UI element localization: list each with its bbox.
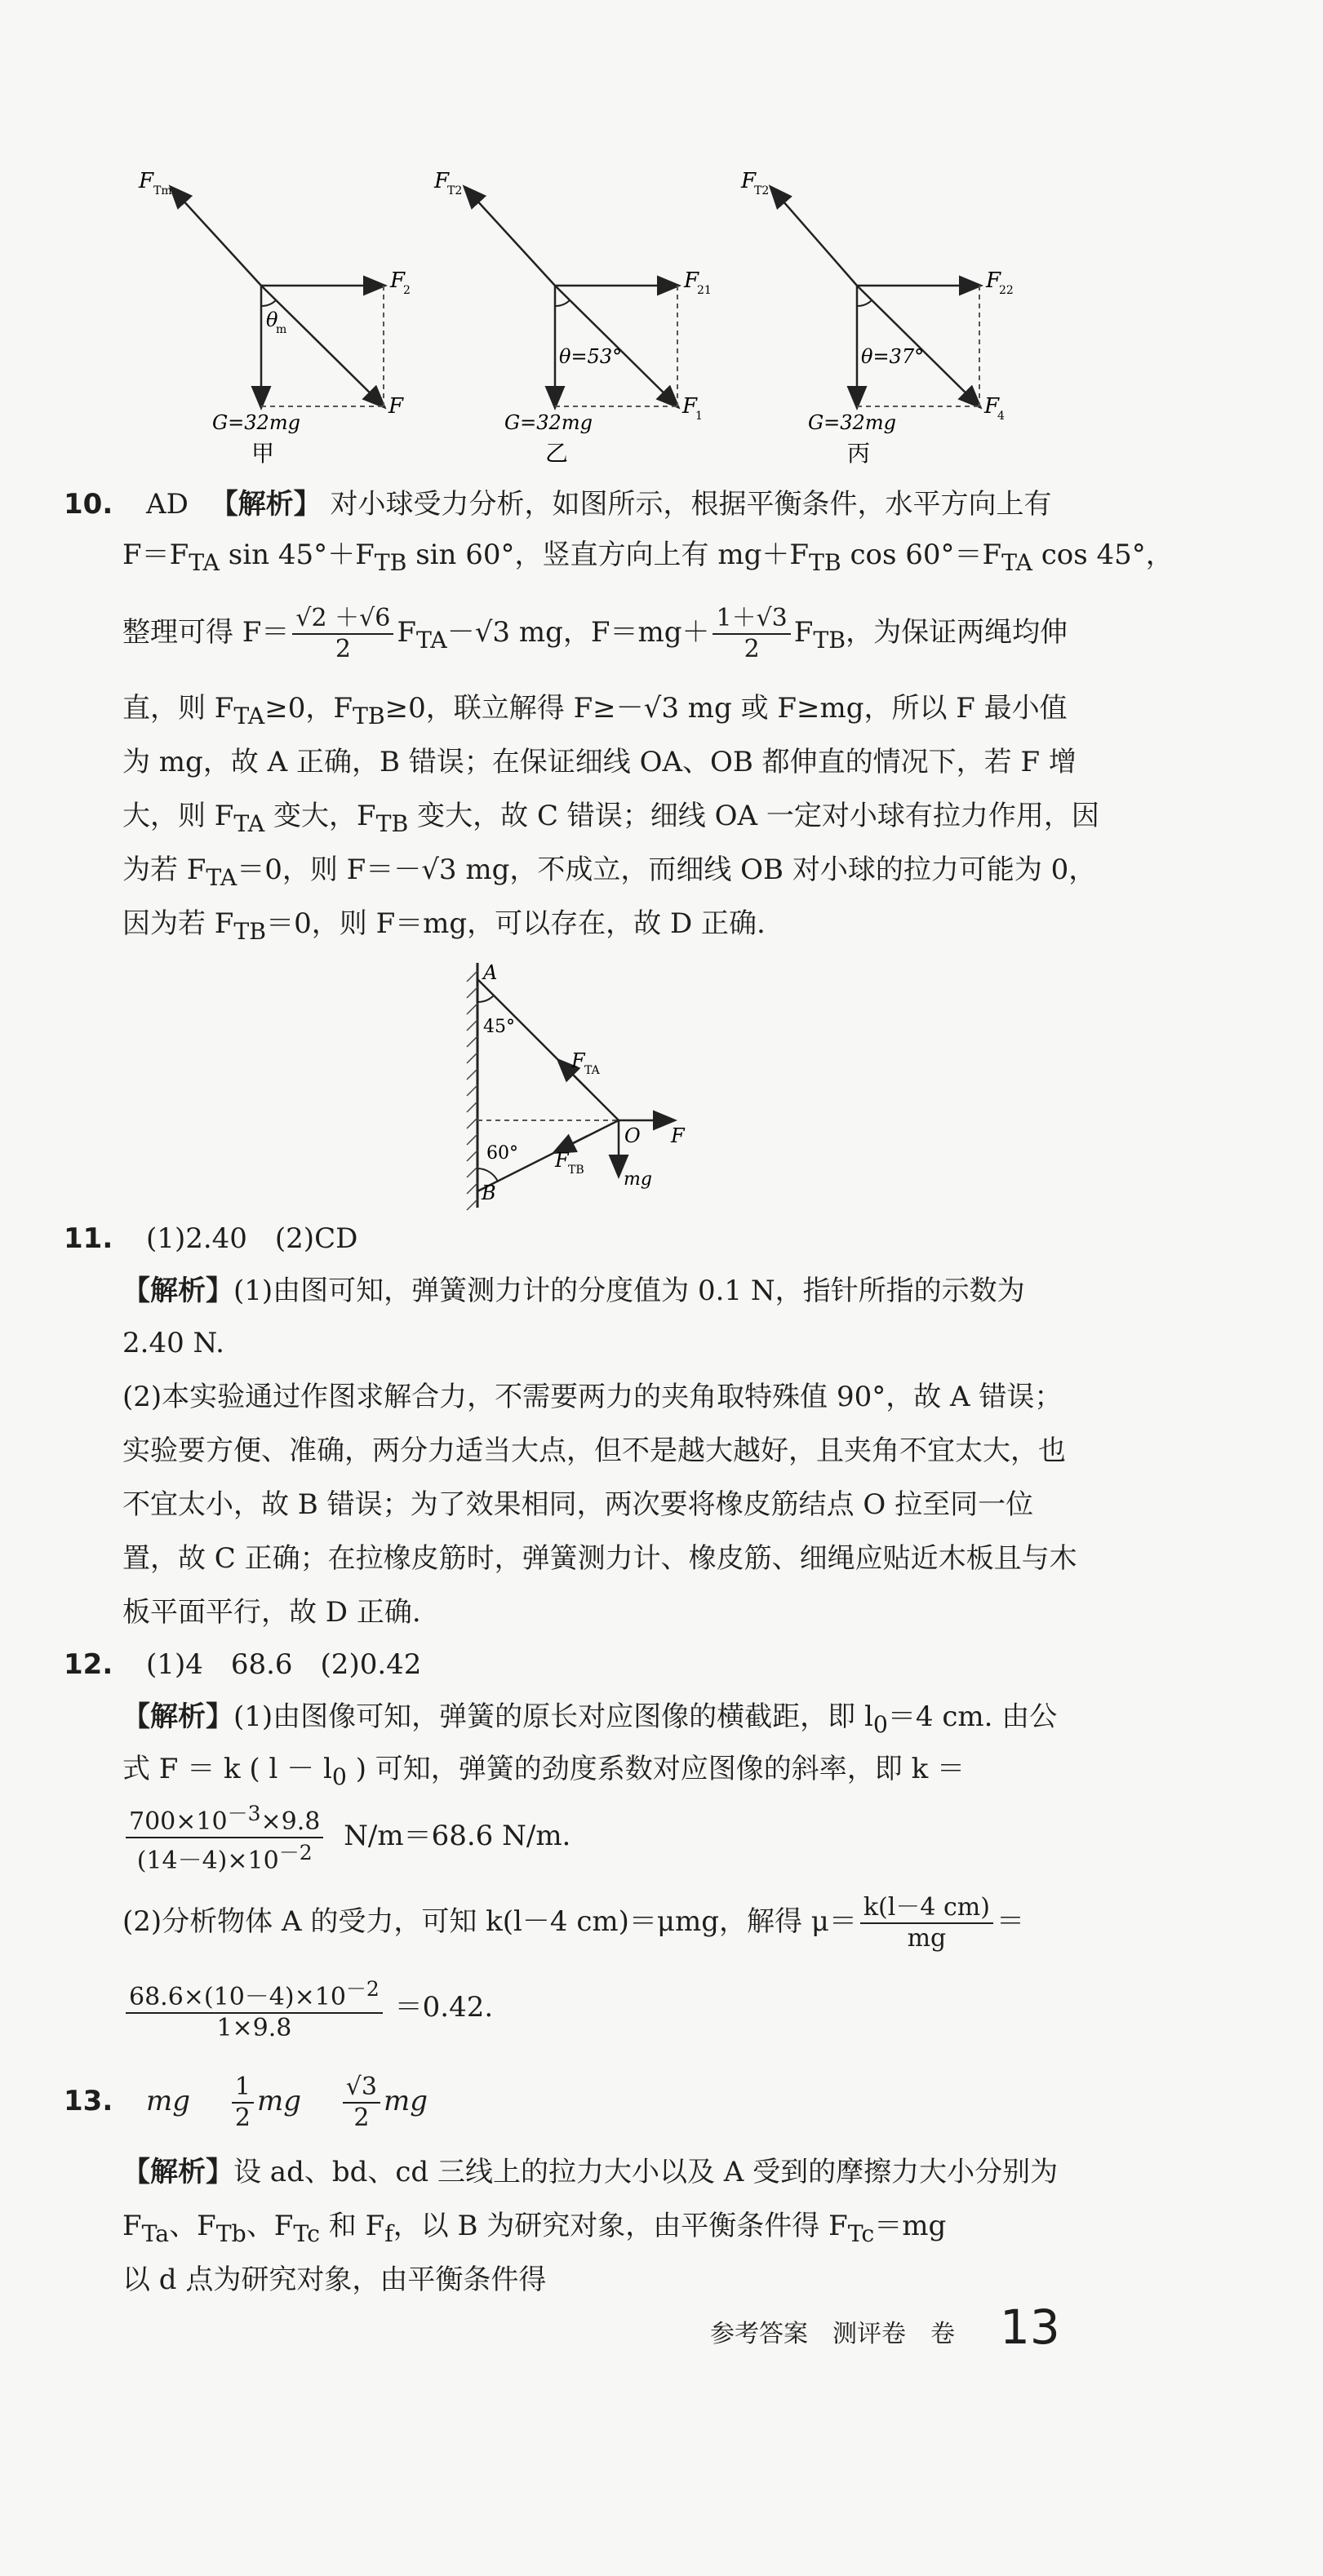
label-angle-b: 60° (486, 1143, 518, 1164)
q11-line-4: (2)本实验通过作图求解合力，不需要两力的夹角取特殊值 90°，故 A 错误； (122, 1381, 1063, 1413)
q10-line-3: 整理可得 F＝ $\frac{√2 +√6}{2}$ $F_{TA}-√3$ mg，F＝mg＋ $\frac{1+√3}{2}$ $F_{TB}$，为保证两绳均伸 (122, 604, 1068, 663)
label-f21-sub: 21 (697, 284, 712, 297)
q13-line-1: 13. mg $\frac{1}{2}$ mg $\frac{√3}{2}$ mg (64, 2073, 428, 2132)
footer-text: 参考答案 测评卷 卷 (710, 2320, 955, 2348)
q13-line-2: 【解析】设 ad、bd、cd 三线上的拉力大小以及 A 受到的摩擦力大小分别为 (122, 2156, 1059, 2188)
answer: (1)2.40 (2)CD (146, 1222, 358, 1255)
page-number: 13 (1000, 2299, 1060, 2355)
analysis-text: 对小球受力分析，如图所示，根据平衡条件，水平方向上有 (330, 488, 1052, 521)
caption-bing: 丙 (847, 440, 871, 467)
label-ft: F (741, 169, 757, 193)
label-f2-sub: 2 (403, 284, 411, 297)
label-fta-sub: TA (584, 1064, 600, 1077)
label-f1-sub: 1 (695, 410, 703, 423)
label-fta: F (571, 1049, 585, 1072)
diagram-bing (740, 169, 1014, 467)
q12-line-4: $\frac{700\times 10^{-3}\times 9.8}{(14-4)\times 10^{-2}}$ N/m＝68.6 N/m. (122, 1799, 570, 1876)
label-g: G=32mg (504, 411, 593, 434)
q10-line-7: 为若 $F_{TA}=0$，则 F＝－√3 mg，不成立，而细线 OB 对小球的拉力可能为 0， (122, 853, 1097, 891)
q11-line-2: 【解析】(1)由图可知，弹簧测力计的分度值为 0.1 N，指针所指的示数为 (122, 1275, 1025, 1307)
caption-yi: 乙 (545, 440, 569, 467)
q10-line-6: 大，则 $F_{TA}$ 变大，$F_{TB}$ 变大，故 C 错误；细线 OA 一定对小球有拉力作用，因 (122, 800, 1099, 837)
label-a: A (483, 961, 498, 984)
answer: AD (146, 488, 189, 521)
q11-line-3: 2.40 N. (122, 1327, 224, 1359)
q10-line-2: $F=F_{TA}$ $\sin 45^\circ+F_{TB}$ sin 60°，竖直方向上有 $mg+F_{TB}$ $\cos 60^\circ=F_{TA}$ cos 45°， (122, 539, 1174, 576)
label-f22: F (986, 268, 1001, 293)
label-g: G=32mg (808, 411, 896, 434)
label-o: O (624, 1124, 641, 1147)
question-number: 13. (64, 2085, 113, 2117)
q11-line-6: 不宜太小，故 B 错误；为了效果相同，两次要将橡皮筋结点 O 拉至同一位 (122, 1488, 1034, 1521)
label-theta: θ=37° (861, 345, 925, 368)
label-theta: θ=53° (559, 345, 623, 368)
q12-line-1 (64, 1647, 421, 1683)
label-f1: F (682, 394, 698, 419)
q11-line-1 (64, 1221, 357, 1257)
q12-line-2: 【解析】(1)由图像可知，弹簧的原长对应图像的横截距，即 $l_0=4$ cm. 由公 (122, 1700, 1058, 1738)
label-mg: mg (624, 1169, 652, 1190)
label-f22-sub: 22 (999, 284, 1014, 297)
question-number: 12. (64, 1648, 113, 1681)
q13-line-3: $F_{Ta}$、$F_{Tb}$、$F_{Tc}$ 和 $F_f$，以 B 为研究对象，由平衡条件得 $F_{Tc}=mg$ (122, 2210, 947, 2247)
label-ftb-sub: TB (568, 1164, 584, 1177)
q10-line-1 (64, 486, 1052, 522)
force-diagrams-row (114, 155, 1094, 481)
label-theta-sub: m (276, 323, 287, 336)
label-ft-sub: T2 (447, 184, 463, 197)
q10-line-8: 因为若 $F_{TB}=0$，则 F＝mg，可以存在，故 D 正确. (122, 907, 766, 945)
label-f21: F (684, 268, 699, 293)
label-ft: F (434, 169, 450, 193)
q11-line-8: 板平面平行，故 D 正确. (122, 1596, 421, 1629)
diagram-yi (433, 169, 712, 467)
label-f: F (671, 1124, 685, 1147)
q10-line-4: 直，则 $F_{TA}\ge 0$，$F_{TB}\ge 0$，联立解得 F≥－√3 mg 或 F≥mg，所以 F 最小值 (122, 692, 1068, 729)
label-f: F (388, 394, 404, 419)
label-b: B (482, 1182, 496, 1204)
label-f4: F (984, 394, 1000, 419)
question-number: 11. (64, 1222, 113, 1255)
q11-line-7: 置，故 C 正确；在拉橡皮筋时，弹簧测力计、橡皮筋、细绳应贴近木板且与木 (122, 1542, 1077, 1575)
label-f2: F (390, 268, 406, 293)
label-g: G=32mg (212, 411, 300, 434)
diagram-q10 (457, 955, 726, 1216)
question-number: 10. (64, 488, 113, 521)
q12-line-3: 式 F ＝ k ( $l - l_0$ ) 可知，弹簧的劲度系数对应图像的斜率，即 k ＝ (122, 1753, 965, 1790)
label-ftb: F (555, 1149, 569, 1172)
answer: (1)4 68.6 (2)0.42 (146, 1648, 422, 1681)
q12-line-6: $\frac{68.6\times(10-4)\times 10^{-2}}{1\times 9.8}$ ＝0.42. (122, 1975, 493, 2043)
analysis-tag: 【解析】 (210, 488, 322, 521)
label-theta: θ (266, 308, 278, 331)
diagram-jia (138, 169, 411, 467)
q13-line-4: 以 d 点为研究对象，由平衡条件得 (122, 2263, 547, 2296)
label-angle-a: 45° (483, 1017, 515, 1037)
caption-jia: 甲 (251, 440, 275, 467)
label-ft-sub: T2 (754, 184, 770, 197)
q11-line-5: 实验要方便、准确，两分力适当大点，但不是越大越好，且夹角不宜太大，也 (122, 1434, 1066, 1467)
label-ft-sub: Tm (153, 184, 172, 197)
label-ft: F (139, 169, 154, 193)
q12-line-5: (2)分析物体 A 的受力，可知 k(l－4 cm)＝μmg，解得 μ＝ $\frac{k(l-4 cm)}{mg}$ ＝ (122, 1893, 1024, 1953)
q10-line-5: 为 mg，故 A 正确，B 错误；在保证细线 OA、OB 都伸直的情况下，若 F 增 (122, 746, 1077, 778)
label-f4-sub: 4 (997, 410, 1005, 423)
